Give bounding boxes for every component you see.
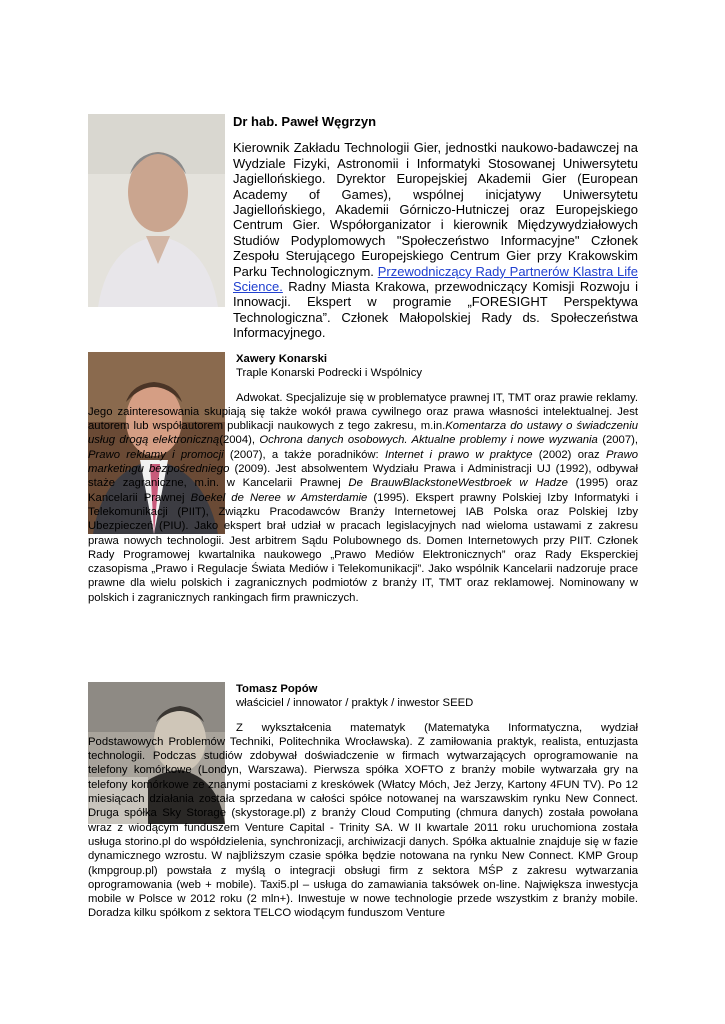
bio-text: (1995) oraz Kancelarii Prawnej	[88, 477, 638, 504]
klaster-link[interactable]: Przewodniczący Rady Partnerów Klastra Life Science.	[233, 263, 638, 295]
bio-italic: Boekel de Neree w Amsterdamie	[190, 491, 368, 504]
profile-bio	[233, 140, 638, 340]
profile-subtitle: właściciel / innowator / praktyk / inwestor SEED	[236, 697, 474, 710]
bio-text: Adwokat. Specjalizuje się w problematyce prawnej IT, TMT oraz prawie reklamy. Jego zainteresowania skupiają się także wokół prawa cywilnego oraz prawa własności intelektualnej. Jest autorem lub współautorem publikacji naukowych z tego zakresu, m.in.	[88, 391, 638, 433]
profile-popow	[88, 682, 638, 921]
bio-italic: Komentarza do ustawy o świadczeniu usług drogą elektroniczną	[88, 420, 639, 447]
bio-text: (2004),	[219, 434, 260, 447]
bio-text: (2002) oraz	[532, 448, 606, 461]
profile-subtitle: Traple Konarski Podrecki i Wspólnicy	[236, 367, 423, 380]
profile-bio	[88, 391, 638, 605]
profile-name: Tomasz Popów	[236, 683, 318, 695]
bio-italic: Prawo reklamy i promocji	[88, 448, 224, 461]
profile-name: Xawery Konarski	[236, 353, 328, 365]
profile-wegrzyn	[233, 114, 638, 341]
bio-italic: Prawo marketingu bezpośredniego	[88, 448, 639, 476]
bio-text: Kierownik Zakładu Technologii Gier, jednostki naukowo-badawczej na Wydziale Fizyki, Astronomii i Informatyki Stosowanej Uniwersytetu Jagiellońskiego. Dyrektor Europejskiej Akademii Gier (European Academy of Games), wspólnej inicjatywy Uniwersytetu Jagiellońskiego, Akademii Górniczo-Hutniczej oraz Europejskiego Centrum Gier. Współorganizator i kierownik Międzywydziałowych Studiów Podyplomowych "Społeczeństwo Informacyjne" Członek Zespołu Sterującego Europejskiego Centrum Gier przy Krakowskim Parku Technologicznym.	[233, 140, 638, 279]
profile-name: Dr hab. Paweł Węgrzyn	[233, 114, 377, 129]
bio-italic: Ochrona danych osobowych. Aktualne problemy i nowe wyzwania	[259, 434, 598, 447]
photo-pawel-wegrzyn	[88, 114, 225, 307]
bio-italic: Internet i prawo w praktyce	[384, 448, 533, 461]
bio-text: (1995). Ekspert prawny Polskiej Izby Informatyki i Telekomunikacji (PIIT), Związku Pracodawców Branży Internetowej IAB Polska oraz Polskiej Izby Ubezpieczeń (PIU). Jako ekspert brał udział w pracach legislacyjnych nad wieloma ustawami z zakresu prawa nowych technologii. Jest arbitrem Sądu Polubownego ds. Domen Internetowych przy PIIT. Członek Rady Programowej kwartalnika naukowego „Prawo Mediów Elektronicznych” oraz Rady Eksperckiej czasopisma „Prawo i Regulacje Świata Mediów i Telekomunikacji”. Jako wspólnik Kancelarii nadzoruje prace prawne dla wielu polskich i zagranicznych podmiotów z branży IT, TMT oraz reklamowej. Nominowany w polskich i zagranicznych rankingach firm prawniczych.	[88, 491, 638, 604]
profile-konarski	[88, 352, 638, 605]
bio-text: (2009). Jest absolwentem Wydziału Prawa i Administracji UJ (1992), odbywał staże zagraniczne, m.in. w Kancelarii Prawnej	[88, 463, 638, 490]
profile-bio: Z wykształcenia matematyk (Matematyka Informatyczna, wydział Podstawowych Problemów Techniki, Politechnika Wrocławska). Z zamiłowania praktyk, realista, entuzjasta technologii. Podczas studiów zdobywał doświadczenie w firmach wytwarzających oprogramowanie na telefony komórkowe (Londyn, Warszawa). Pierwsza spółka XOFTO z branży mobile wytwarzała gry na telefony komórkowe ze znanymi postaciami z kreskówek (Włatcy Móch, Jeż Jerzy, Kartony 4FUN TV). Po 12 miesiącach działania została sprzedana w całości spółce notowanej na warszawskim rynku New Connect. Druga spółka Sky Storage (skystorage.pl) z branży Cloud Computing (chmura danych) została powołana wraz z wiodącym funduszem Venture Capital - Trinity SA. W II kwartale 2011 roku uruchomiona została usługa storino.pl do współdzielenia, synchronizacji, archiwizacji danych. Spółka aktualnie znajduje się w fazie dynamicznego wzrostu. W najbliższym czasie spółka będzie notowana na rynku New Connect. KMP Group (kmpgroup.pl) powstała z myślą o integracji obsługi firm z sektora MŚP z zakresu wytwarzania oprogramowania (web + mobile). Taxi5.pl – usługa do zamawiania taksówek on-line. Największa inwestycja mobile w Polsce w 2012 roku (2 mln+). Inwestuje w nowe technologie przede wszystkim z branży mobile. Doradza kilku spółkom z sektora TELCO wiodącym funduszom Venture	[88, 721, 638, 920]
bio-text: (2007), a także poradników:	[223, 448, 385, 461]
bio-text: (2007),	[597, 434, 639, 447]
bio-text-continued: Radny Miasta Krakowa, przewodniczący Komisji Rozwoju i Innowacji. Ekspert w programie „FORESIGHT Perspektywa Technologiczna”. Członek Małopolskiej Rady ds. Społeczeństwa Informacyjnego.	[233, 279, 638, 341]
bio-italic: De BrauwBlackstoneWestbroek w Hadze	[348, 477, 568, 490]
